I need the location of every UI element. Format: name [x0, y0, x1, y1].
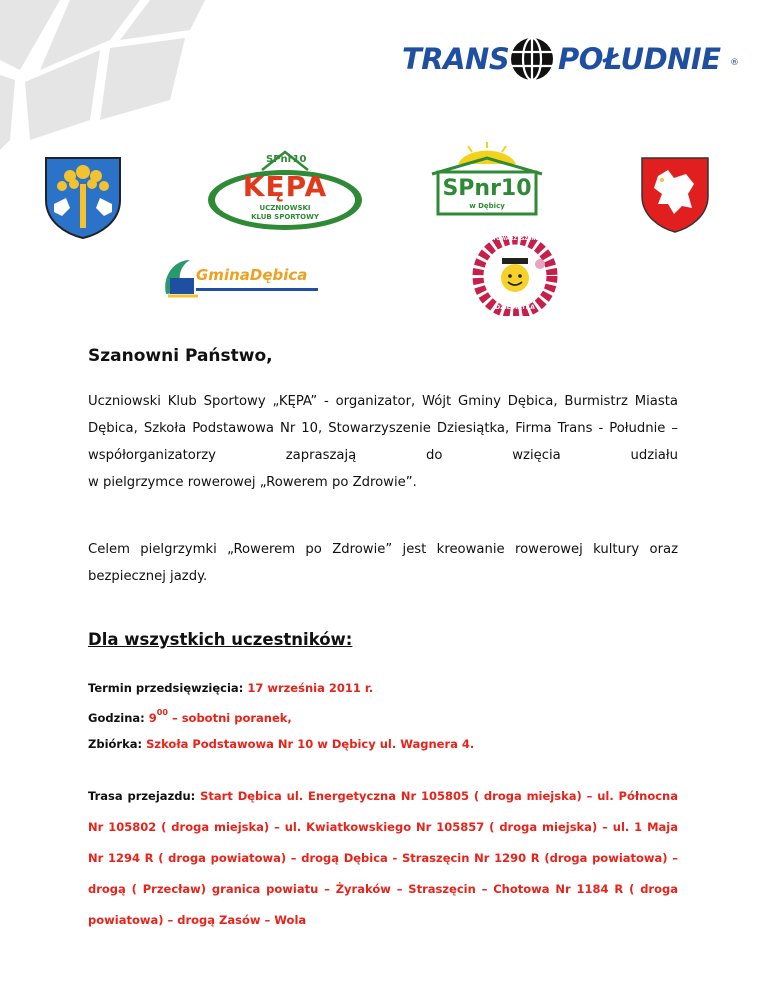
meeting-label: Zbiórka: [88, 737, 143, 751]
sp-nr10-text: SPnr10 [442, 176, 532, 201]
intro-paragraph-last-line: w pielgrzymce rowerowej „Rowerem po Zdrowie”. [88, 475, 417, 490]
intro-paragraph-main: Uczniowski Klub Sportowy „KĘPA” - organizator, Wójt Gminy Dębica, Burmistrz Miasta Dębica, Szkoła Podstawowa Nr 10, Stowarzyszenie Dziesiątka, Firma Trans - Południe – współorganizatorzy zapraszają do wzięcia udziału [88, 394, 678, 463]
stowarzyszenie-dziesiatka-logo [470, 236, 560, 316]
time-minutes: 00 [156, 708, 168, 717]
stowarzyszenie-top-text: STOWARZYSZENIE [489, 236, 541, 242]
gmina-debica-logo [160, 254, 320, 302]
route-label: Trasa przejazdu: [88, 789, 196, 803]
time-hour: 9 [148, 711, 157, 725]
meeting-value: Szkoła Podstawowa Nr 10 w Dębicy ul. Wagnera 4. [146, 737, 475, 751]
greeting: Szanowni Państwo, [88, 346, 273, 366]
stowarzyszenie-bottom-text: DZIESIĄTKA [495, 304, 535, 311]
brand-registered: ® [730, 58, 739, 68]
globe-watermark [0, 0, 210, 150]
globe-icon [509, 36, 555, 82]
route-value: Start Dębica ul. Energetyczna Nr 105805 ( droga miejska) – ul. Północna Nr 105802 ( droga miejska) – ul. Kwiatkowskiego Nr 105857 ( droga miejska) – ul. 1 Maja Nr 1294 R ( droga powiatowa) – drogą Dębica - Straszęcin Nr 1290 R (droga powiatowa) – drogą ( Przecław) granica powiatu – Żyraków – Straszęcin – Chotowa Nr 1184 R ( droga powiatowa) – drogą Zasów – Wola [88, 789, 678, 927]
date-value: 17 września 2011 r. [247, 681, 374, 695]
kepa-line2: KLUB SPORTOWY [251, 213, 319, 221]
purpose-paragraph: Celem pielgrzymki „Rowerem po Zdrowie” jest kreowanie rowerowej kultury oraz bezpiecznej jazdy. [88, 542, 678, 584]
meeting-line [88, 737, 474, 751]
kepa-badge-text: SPnr10 [266, 154, 307, 165]
brand-right: POŁUDNIE [558, 42, 721, 76]
intro-paragraph [88, 388, 678, 496]
section-title: Dla wszystkich uczestników: [88, 630, 353, 649]
time-line [88, 708, 292, 725]
time-rest: – sobotni poranek, [171, 711, 292, 725]
kepa-line1: UCZNIOWSKI [259, 204, 311, 212]
kepa-club-logo [206, 148, 364, 232]
route-paragraph [88, 781, 678, 936]
gmina-text: GminaDębica [196, 266, 308, 284]
sp-nr10-logo [428, 140, 546, 220]
time-label: Godzina: [88, 711, 145, 725]
coat-of-arms-city-logo [638, 154, 712, 234]
date-label: Termin przedsięwzięcia: [88, 681, 244, 695]
sp-nr10-sub: w Dębicy [469, 202, 505, 210]
date-line [88, 681, 373, 695]
brand-logo [402, 34, 742, 86]
kepa-name: KĘPA [242, 170, 328, 203]
brand-left: TRANS [402, 42, 510, 76]
coat-of-arms-gmina-logo [40, 154, 126, 240]
